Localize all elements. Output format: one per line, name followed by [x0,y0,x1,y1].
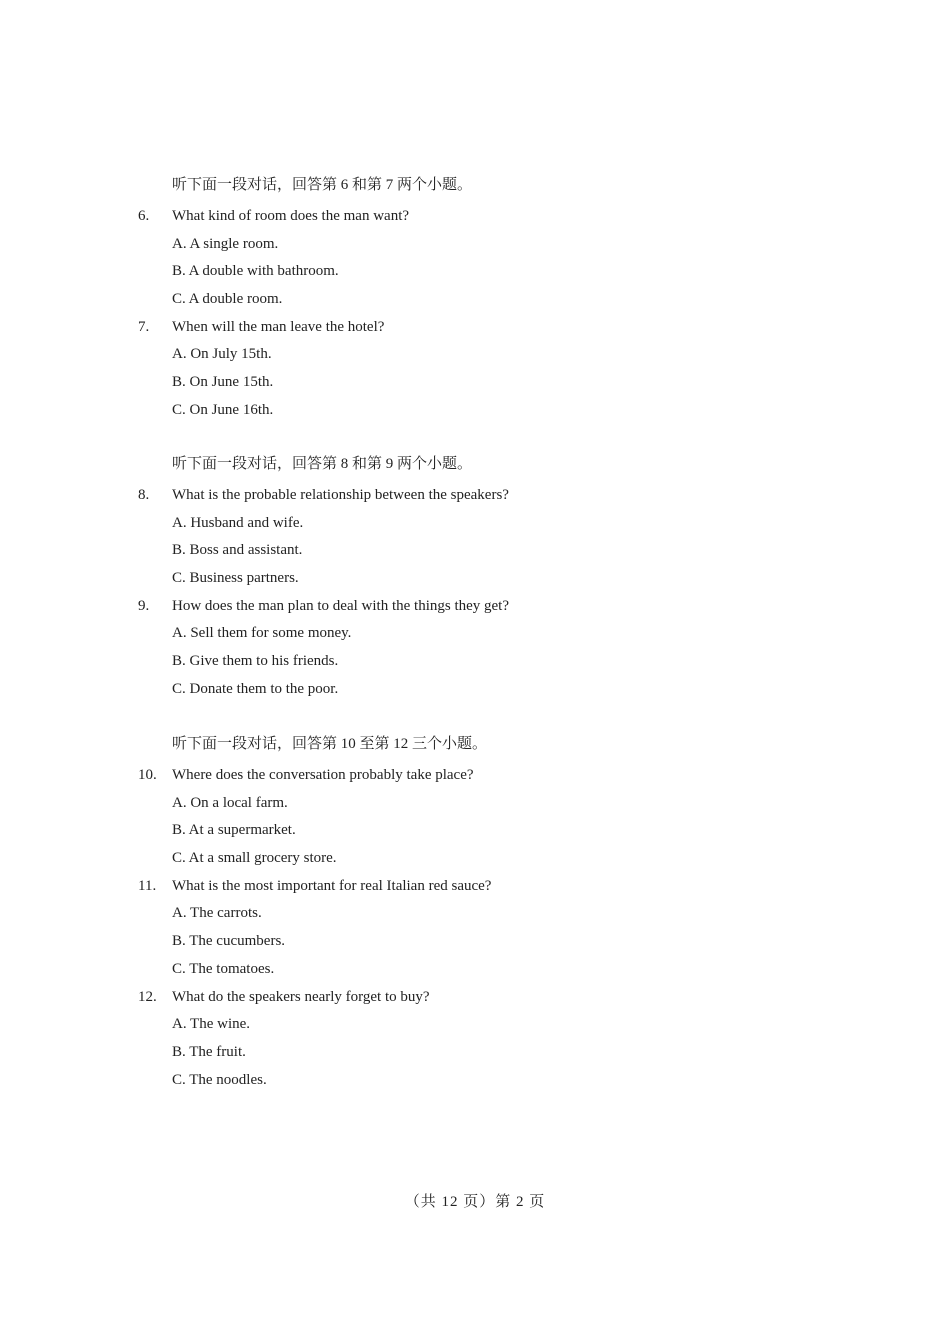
option-a: A. On July 15th. [172,346,272,363]
question-number: 6. [138,208,150,224]
section-instruction: 听下面一段对话，回答第 6 和第 7 两个小题。 [172,177,473,193]
question-text: Where does the conversation probably take place? [172,767,474,783]
question-text: How does the man plan to deal with the things they get? [172,597,510,614]
question-number: 10. [138,767,157,783]
dialogue-section-1 [138,175,838,425]
question-8 [138,482,838,593]
dialogue-section-3 [138,734,838,1094]
option-c: C. The tomatoes. [172,960,275,977]
option-a: A. Sell them for some money. [172,625,352,642]
question-12 [138,984,838,1095]
option-c: C. The noodles. [172,1071,267,1088]
question-text: What is the most important for real Italian red sauce? [172,877,492,894]
question-10 [138,762,838,873]
question-number: 7. [138,318,150,335]
page-footer: （共 12 页）第 2 页 [404,1194,546,1210]
question-7 [138,314,838,425]
option-b: B. Give them to his friends. [172,653,339,670]
section-instruction: 听下面一段对话，回答第 10 至第 12 三个小题。 [172,736,488,752]
option-c: C. At a small grocery store. [172,850,337,867]
question-number: 9. [138,597,150,614]
option-c: C. Donate them to the poor. [172,680,339,697]
option-b: B. The cucumbers. [172,933,286,950]
question-6 [138,203,838,314]
option-a: A. Husband and wife. [172,514,304,531]
option-c: C. Business partners. [172,570,299,587]
option-a: A. The wine. [172,1016,251,1033]
option-b: B. At a supermarket. [172,822,296,839]
question-number: 11. [138,877,157,894]
option-b: B. A double with bathroom. [172,263,339,280]
section-instruction: 听下面一段对话，回答第 8 和第 9 两个小题。 [172,456,473,472]
question-9 [138,593,838,704]
dialogue-section-2 [138,454,838,704]
question-text: What do the speakers nearly forget to buy? [172,988,430,1005]
option-c: C. On June 16th. [172,401,274,418]
question-number: 12. [138,988,157,1005]
question-11 [138,873,838,984]
question-text: What is the probable relationship between the speakers? [172,487,509,503]
option-b: B. Boss and assistant. [172,542,303,559]
option-a: A. On a local farm. [172,794,288,811]
question-text: What kind of room does the man want? [172,208,410,224]
option-a: A. The carrots. [172,905,262,922]
option-a: A. A single room. [172,235,279,252]
question-text: When will the man leave the hotel? [172,318,385,335]
question-number: 8. [138,487,150,503]
option-b: B. The fruit. [172,1043,246,1060]
option-c: C. A double room. [172,291,283,308]
option-b: B. On June 15th. [172,374,274,391]
